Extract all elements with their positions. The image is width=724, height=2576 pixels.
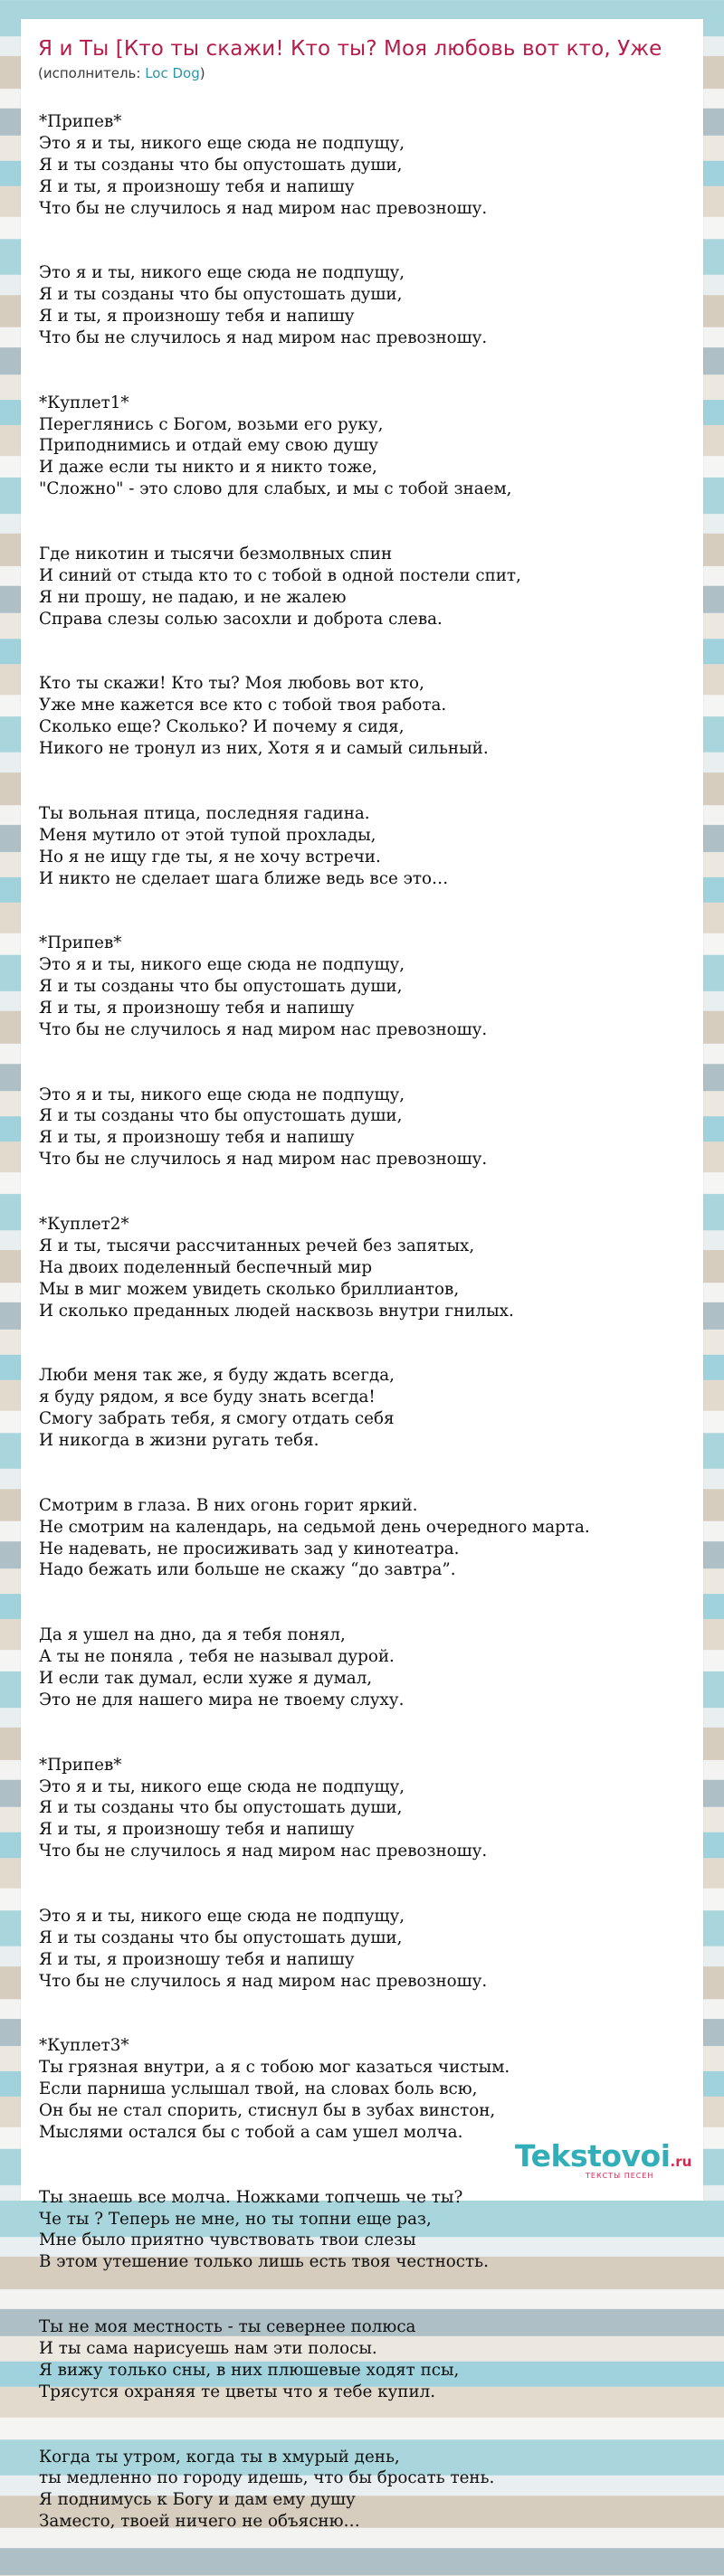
- logo-tagline: ТЕКСТЫ ПЕСЕН: [586, 2172, 654, 2180]
- lyrics-stanza: *Припев* Это я и ты, никого еще сюда не подпущу, Я и ты созданы что бы опустошать души, Я и ты, я произношу тебя и напишу Что бы не случилось я над миром нас превозношу.: [39, 111, 488, 218]
- lyrics-stanza: Это я и ты, никого еще сюда не подпущу, Я и ты созданы что бы опустошать души, Я и ты, я произношу тебя и напишу Что бы не случилось я над миром нас превозношу.: [39, 263, 488, 347]
- lyrics-stanza: Когда ты утром, когда ты в хмурый день, ты медленно по городу идешь, что бы бросать тень. Я поднимусь к Богу и дам ему душу Заместо, твоей ничего не объясню…: [39, 2447, 495, 2532]
- lyrics-card: [21, 19, 703, 2532]
- performer-link[interactable]: Loc Dog: [145, 65, 200, 81]
- lyrics-stanza: Да я ушел на дно, да я тебя понял, А ты не поняла , тебя не называл дурой. И если так думал, если хуже я думал, Это не для нашего мира не твоему слуху.: [39, 1625, 405, 1709]
- lyrics-stanza: Люби меня так же, я буду ждать всегда, я буду рядом, я все буду знать всегда! Смогу забрать тебя, я смогу отдать себя И никогда в жизни ругать тебя.: [39, 1366, 395, 1451]
- performer-suffix: ): [199, 65, 205, 81]
- lyrics-stanza: *Куплет2* Я и ты, тысячи рассчитанных речей без запятых, На двоих поделенный беспечный мир Мы в миг можем увидеть сколько бриллиантов, И сколько преданных людей насквозь внутри гнилых.: [39, 1215, 514, 1321]
- lyrics-stanza: *Куплет1* Переглянись с Богом, возьми его руку, Приподнимись и отдай ему свою душу И даже если ты никто и я никто тоже, "Сложно" - это слово для слабых, и мы с тобой знаем,: [39, 393, 512, 499]
- lyrics-stanza: *Припев* Это я и ты, никого еще сюда не подпущу, Я и ты созданы что бы опустошать души, Я и ты, я произношу тебя и напишу Что бы не случилось я над миром нас превозношу.: [39, 933, 488, 1039]
- lyrics-stanza: Кто ты скажи! Кто ты? Моя любовь вот кто, Уже мне кажется все кто с тобой твоя работа. Сколько еще? Сколько? И почему я сидя, Никого не тронул из них, Хотя я и самый сильный.: [39, 674, 489, 759]
- page-title: Я и Ты [Кто ты скажи! Кто ты? Моя любовь вот кто, Уже: [38, 37, 662, 61]
- lyrics-stanza: *Припев* Это я и ты, никого еще сюда не подпущу, Я и ты созданы что бы опустошать души, Я и ты, я произношу тебя и напишу Что бы не случилось я над миром нас превозношу.: [39, 1755, 488, 1861]
- performer-prefix: (исполнитель:: [38, 65, 146, 81]
- lyrics-stanza: Ты вольная птица, последняя гадина. Меня мутило от этой тупой прохлады, Но я не ищу где ты, я не хочу встречи. И никто не сделает шага ближе ведь все это…: [39, 803, 449, 888]
- lyrics-stanza: Смотрим в глаза. В них огонь горит яркий. Не смотрим на календарь, на седьмой день очередного марта. Не надевать, не просиживать зад у кинотеатра. Надо бежать или больше не скажу “до завтра”.: [39, 1495, 590, 1580]
- logo-wordmark: Tekstovoi: [515, 2138, 671, 2174]
- lyrics-stanza: Ты не моя местность - ты севернее полюса И ты сама нарисуешь нам эти полосы. Я вижу только сны, в них плюшевые ходят псы, Трясутся охраняя те цветы что я тебе купил.: [39, 2317, 460, 2401]
- lyrics-stanza: Ты знаешь все молча. Ножками топчешь че ты? Че ты ? Теперь не мне, но ты топни еще раз, Мне было приятно чувствовать твои слезы В этом утешение только лишь есть твоя честность.: [39, 2187, 489, 2272]
- lyrics-stanza: Это я и ты, никого еще сюда не подпущу, Я и ты созданы что бы опустошать души, Я и ты, я произношу тебя и напишу Что бы не случилось я над миром нас превозношу.: [39, 1906, 488, 1991]
- lyrics-stanza: Это я и ты, никого еще сюда не подпущу, Я и ты созданы что бы опустошать души, Я и ты, я произношу тебя и напишу Что бы не случилось я над миром нас превозношу.: [39, 1084, 488, 1170]
- lyrics-stanza: Где никотин и тысячи безмолвных спин И синий от стыда кто то с тобой в одной постели спит, Я ни прошу, не падаю, и не жалею Справа слезы солью засохли и доброта слева.: [39, 544, 521, 629]
- lyrics-stanza: *Куплет3* Ты грязная внутри, а я с тобою мог казаться чистым. Если парниша услышал твой, на словах боль всю, Он бы не стал спорить, стиснул бы в зубах винстон, Мыслями остался бы с тобой а сам ушел молча.: [39, 2036, 510, 2142]
- logo-domain: .ru: [670, 2154, 692, 2170]
- lyrics-text: [39, 90, 695, 2576]
- performer-line: [38, 65, 205, 81]
- site-logo[interactable]: [515, 2140, 700, 2180]
